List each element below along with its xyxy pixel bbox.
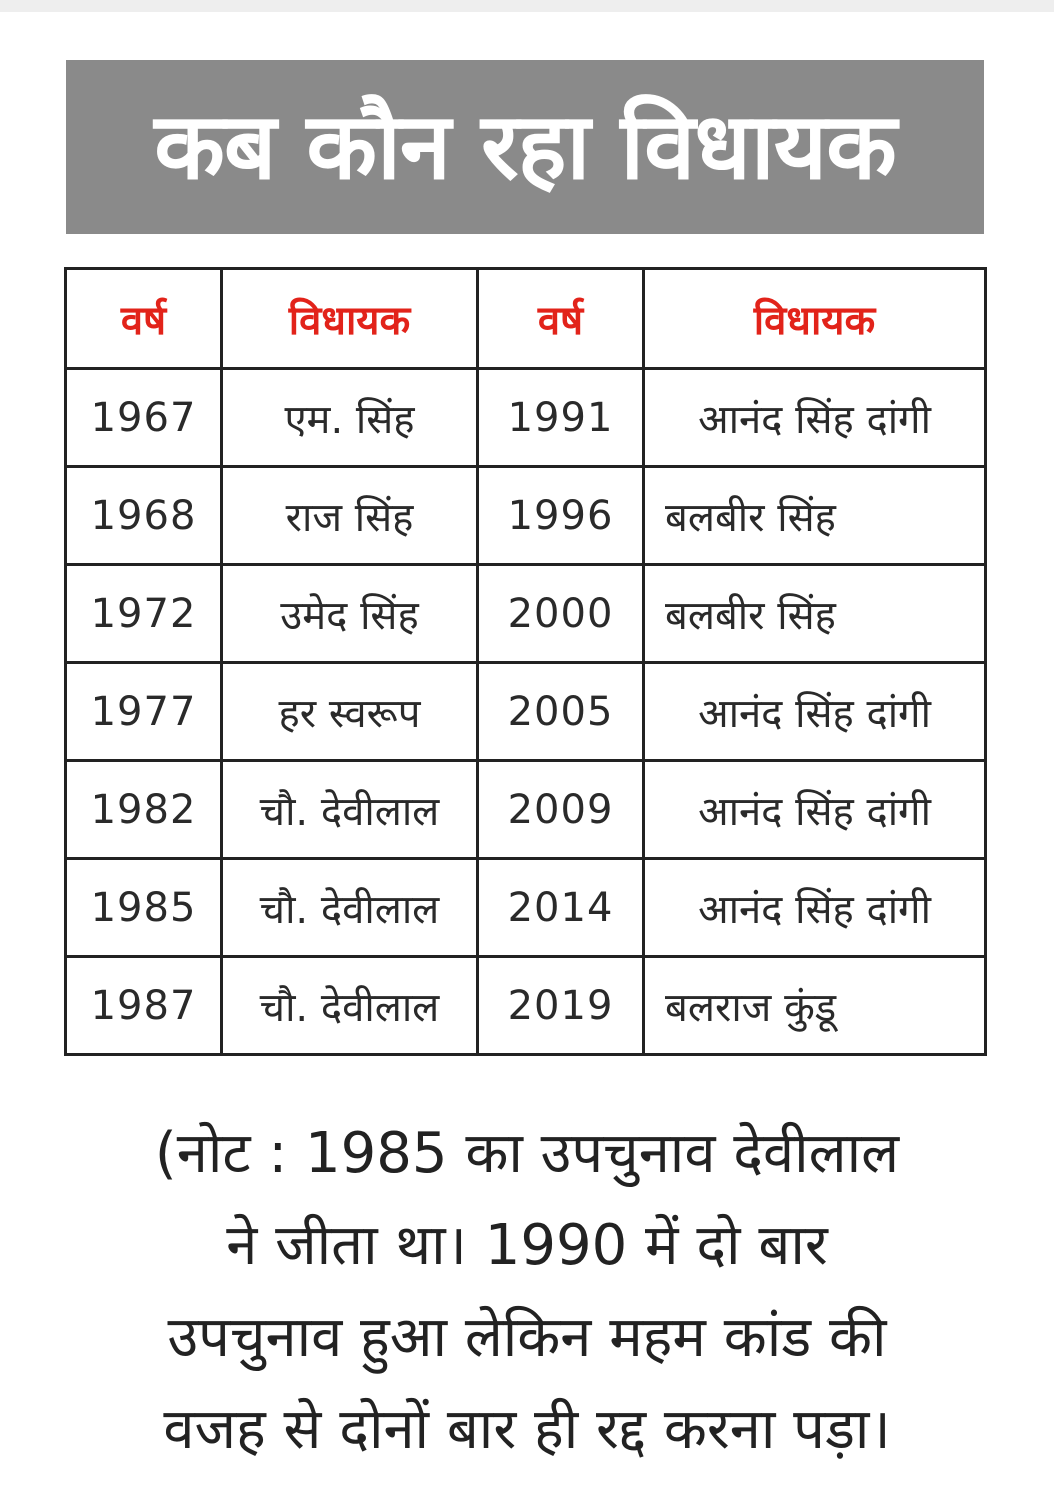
table-header-row [66, 269, 986, 369]
mla-name-cell: आनंद सिंह दांगी [644, 663, 986, 761]
mla-name-cell: एम. सिंह [222, 369, 478, 467]
year-cell: 2014 [478, 859, 644, 957]
table-row [66, 467, 986, 565]
mla-name-cell: चौ. देवीलाल [222, 957, 478, 1055]
mla-name-cell: हर स्वरूप [222, 663, 478, 761]
table-row [66, 565, 986, 663]
footnote-line: ने जीता था। 1990 में दो बार [226, 1213, 828, 1278]
year-cell: 1977 [66, 663, 222, 761]
header-mla-right: विधायक [644, 269, 986, 369]
year-cell: 2019 [478, 957, 644, 1055]
year-cell: 2000 [478, 565, 644, 663]
mla-table [64, 267, 987, 1056]
mla-name-cell: बलराज कुंडू [644, 957, 986, 1055]
footnote-line: (नोट : 1985 का उपचुनाव देवीलाल [154, 1121, 900, 1186]
header-year-left: वर्ष [66, 269, 222, 369]
mla-name-cell: चौ. देवीलाल [222, 859, 478, 957]
year-cell: 1982 [66, 761, 222, 859]
year-cell: 1987 [66, 957, 222, 1055]
year-cell: 2005 [478, 663, 644, 761]
mla-name-cell: बलबीर सिंह [644, 565, 986, 663]
mla-name-cell: बलबीर सिंह [644, 467, 986, 565]
mla-name-cell: चौ. देवीलाल [222, 761, 478, 859]
year-cell: 1991 [478, 369, 644, 467]
year-cell: 1972 [66, 565, 222, 663]
table-row [66, 761, 986, 859]
mla-name-cell: आनंद सिंह दांगी [644, 859, 986, 957]
title-banner [66, 60, 984, 234]
year-cell: 1967 [66, 369, 222, 467]
page-title: कब कौन रहा विधायक [154, 93, 896, 200]
table-row [66, 663, 986, 761]
mla-name-cell: राज सिंह [222, 467, 478, 565]
header-year-right: वर्ष [478, 269, 644, 369]
footnote [40, 1108, 1014, 1476]
year-cell: 1985 [66, 859, 222, 957]
mla-name-cell: आनंद सिंह दांगी [644, 369, 986, 467]
top-edge-strip [0, 0, 1054, 12]
table-row [66, 957, 986, 1055]
mla-name-cell: आनंद सिंह दांगी [644, 761, 986, 859]
footnote-line: उपचुनाव हुआ लेकिन महम कांड की [167, 1305, 887, 1370]
year-cell: 1996 [478, 467, 644, 565]
table-row [66, 369, 986, 467]
year-cell: 1968 [66, 467, 222, 565]
table-row [66, 859, 986, 957]
year-cell: 2009 [478, 761, 644, 859]
header-mla-left: विधायक [222, 269, 478, 369]
mla-name-cell: उमेद सिंह [222, 565, 478, 663]
footnote-line: वजह से दोनों बार ही रद्द करना पड़ा। [163, 1397, 891, 1462]
